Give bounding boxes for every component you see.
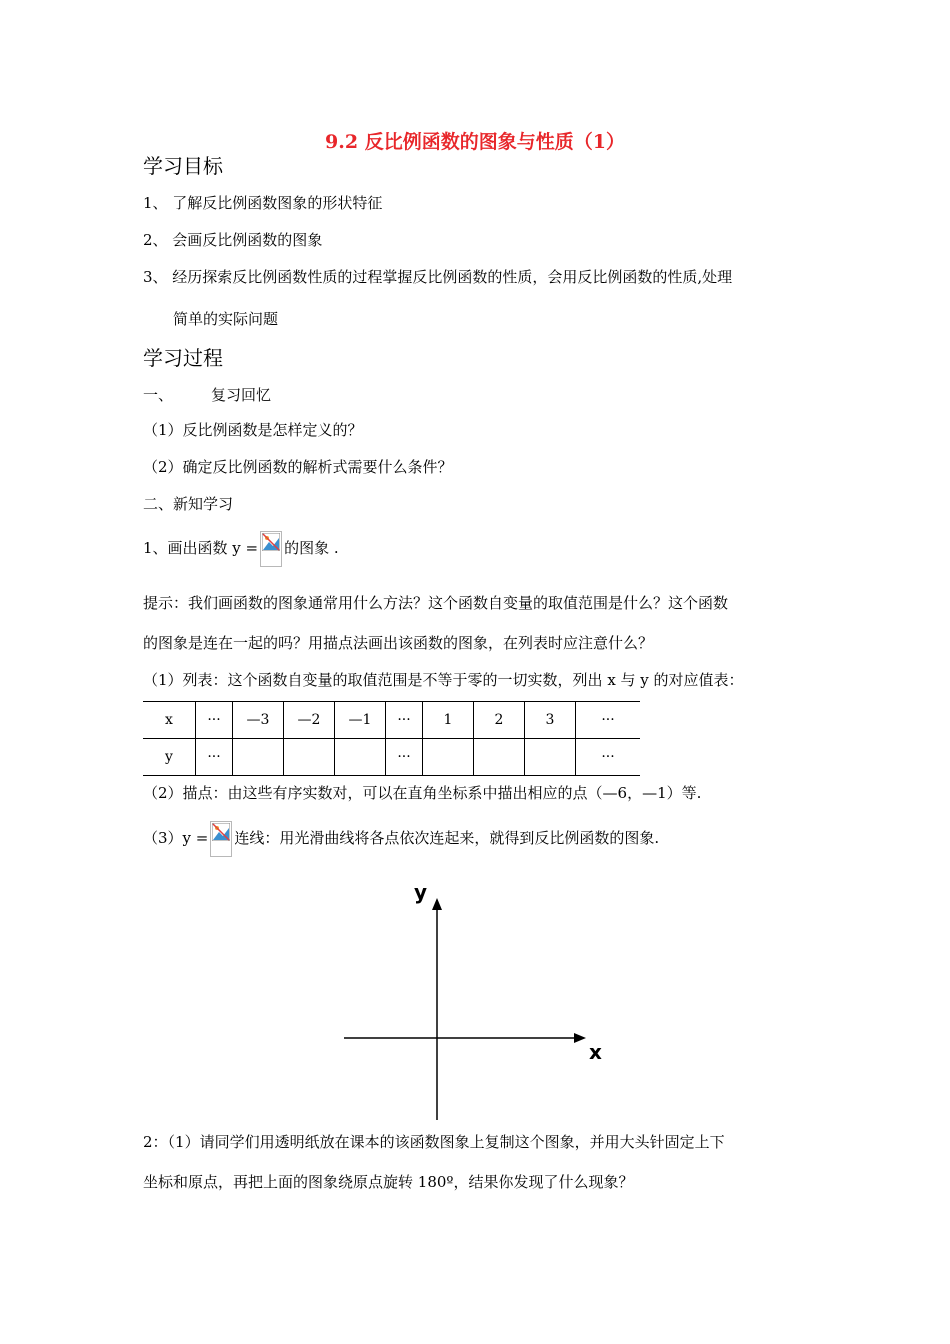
y-axis-label: y [414, 880, 428, 904]
table-row-y [143, 739, 640, 776]
connect-line [143, 820, 659, 857]
coordinate-axes [340, 880, 620, 1125]
table-cell [233, 739, 284, 776]
table-cell: —2 [284, 702, 335, 739]
value-table [143, 701, 640, 776]
x-axis-label: x [589, 1040, 602, 1064]
table-cell: x [143, 702, 196, 739]
goal-item-3-cont: 简单的实际问题 [173, 310, 279, 328]
image-placeholder-icon [210, 821, 232, 857]
process-heading: 学习过程 [143, 346, 223, 370]
table-cell: 2 [474, 702, 525, 739]
step2-line-2: 坐标和原点，再把上面的图象绕原点旋转 180º，结果你发现了什么现象？ [143, 1173, 634, 1191]
review-label: 一、 [143, 386, 174, 404]
table-cell [335, 739, 386, 776]
table-cell: ··· [576, 702, 641, 739]
goals-heading: 学习目标 [143, 154, 223, 178]
table-cell [423, 739, 474, 776]
table-cell: 1 [423, 702, 474, 739]
review-question-1: （1）反比例函数是怎样定义的？ [143, 421, 363, 439]
hint-line-2: 的图象是连在一起的吗？用描点法画出该函数的图象，在列表时应注意什么？ [143, 634, 654, 652]
connect-suffix: 连线：用光滑曲线将各点依次连起来，就得到反比例函数的图象. [234, 829, 660, 847]
table-cell: —3 [233, 702, 284, 739]
table-cell [525, 739, 576, 776]
review-title: 复习回忆 [211, 386, 272, 404]
table-cell: ··· [576, 739, 641, 776]
new-knowledge-title: 二、新知学习 [143, 495, 234, 513]
connect-prefix: （3）y = [143, 829, 209, 847]
list-line: （1）列表：这个函数自变量的取值范围是不等于零的一切实数，列出 x 与 y 的对应值表： [143, 671, 744, 689]
table-cell [474, 739, 525, 776]
plot-line: （2）描点：由这些有序实数对，可以在直角坐标系中描出相应的点（—6，—1）等. [143, 784, 702, 802]
table-cell: ··· [386, 739, 423, 776]
table-row-x [143, 702, 640, 739]
step1-suffix: 的图象 . [284, 539, 339, 557]
review-question-2: （2）确定反比例函数的解析式需要什么条件？ [143, 458, 453, 476]
table-cell [284, 739, 335, 776]
table-cell: 3 [525, 702, 576, 739]
x-axis-arrow [574, 1033, 586, 1043]
goal-item-2: 2、 会画反比例函数的图象 [143, 231, 323, 249]
step1-prefix: 1、画出函数 y = [143, 539, 259, 557]
y-axis-arrow [432, 898, 442, 910]
goal-item-1: 1、 了解反比例函数图象的形状特征 [143, 194, 383, 212]
table-cell: y [143, 739, 196, 776]
step1-line [143, 530, 339, 567]
table-cell: ··· [386, 702, 423, 739]
table-cell: —1 [335, 702, 386, 739]
goal-item-3: 3、 经历探索反比例函数性质的过程掌握反比例函数的性质，会用反比例函数的性质,处理 [143, 268, 733, 286]
step2-line-1: 2：（1）请同学们用透明纸放在课本的该函数图象上复制这个图象，并用大头针固定上下 [143, 1133, 725, 1151]
hint-line-1: 提示：我们画函数的图象通常用什么方法？这个函数自变量的取值范围是什么？这个函数 [143, 594, 729, 612]
page-title: 9.2 反比例函数的图象与性质（1） [325, 131, 625, 153]
image-placeholder-icon [260, 531, 282, 567]
table-cell: ··· [196, 739, 233, 776]
table-cell: ··· [196, 702, 233, 739]
